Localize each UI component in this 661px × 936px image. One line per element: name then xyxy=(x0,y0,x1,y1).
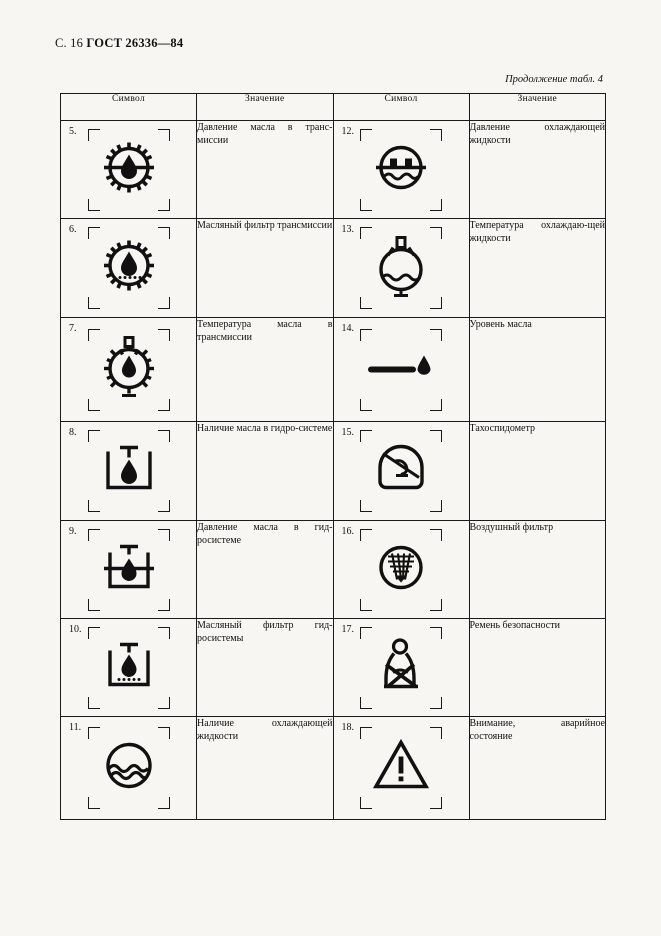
oil-level-icon xyxy=(366,347,436,392)
meaning-cell xyxy=(469,422,606,521)
table-row xyxy=(61,521,606,619)
symbol-cell xyxy=(61,219,197,318)
gear-oil-filter-icon xyxy=(98,235,160,302)
meaning-cell xyxy=(469,521,606,619)
symbol-cell xyxy=(333,521,469,619)
symbol-cell xyxy=(61,422,197,521)
meaning-text: Давление масла в транс-миссии xyxy=(197,122,333,146)
symbol-cell xyxy=(61,318,197,422)
symbol-cell xyxy=(333,619,469,717)
meaning-text: Масляный фильтр трансмиссии xyxy=(197,220,333,231)
symbol-cell xyxy=(333,121,469,219)
table-row xyxy=(61,121,606,219)
crop-marks xyxy=(360,129,442,211)
symbol-cell xyxy=(333,717,469,820)
crop-marks xyxy=(88,627,170,709)
crop-marks xyxy=(88,129,170,211)
column-header-meaning-right: Значение xyxy=(469,94,606,121)
symbol-cell xyxy=(61,717,197,820)
meaning-cell xyxy=(197,521,334,619)
symbol-cell xyxy=(61,121,197,219)
column-header-symbol-left: Символ xyxy=(61,94,197,121)
hydraulic-oil-filter-icon xyxy=(98,634,160,701)
coolant-presence-icon xyxy=(98,735,160,802)
column-header-symbol-right: Символ xyxy=(333,94,469,121)
coolant-temperature-icon xyxy=(370,232,432,305)
crop-marks xyxy=(360,627,442,709)
meaning-cell xyxy=(197,619,334,717)
crop-marks xyxy=(88,329,170,411)
meaning-cell xyxy=(197,717,334,820)
symbol-cell xyxy=(333,318,469,422)
table-body xyxy=(61,121,606,820)
crop-marks xyxy=(360,727,442,809)
page-number: С. 16 xyxy=(55,36,84,50)
crop-marks xyxy=(360,529,442,611)
gear-oil-pressure-icon xyxy=(98,136,160,203)
table-row xyxy=(61,619,606,717)
crop-marks xyxy=(88,227,170,309)
item-index: 11. xyxy=(69,722,82,733)
column-header-meaning-left: Значение xyxy=(197,94,334,121)
table-row xyxy=(61,422,606,521)
item-index: 12. xyxy=(341,126,354,137)
item-index: 9. xyxy=(69,526,77,537)
symbol-cell xyxy=(333,422,469,521)
hydraulic-oil-pressure-icon xyxy=(98,536,160,603)
meaning-cell xyxy=(197,121,334,219)
crop-marks xyxy=(88,727,170,809)
crop-marks xyxy=(360,329,442,411)
meaning-text: Давление охлаждающей жидкости xyxy=(469,122,605,146)
table-row xyxy=(61,219,606,318)
meaning-text: Наличие масла в гидро-системе xyxy=(197,423,333,434)
item-index: 18. xyxy=(341,722,354,733)
hydraulic-oil-presence-icon xyxy=(98,438,160,505)
tachospeedometer-icon xyxy=(370,438,432,505)
meaning-cell xyxy=(469,318,606,422)
table-header-row xyxy=(61,94,606,121)
table-continuation-note: Продолжение табл. 4 xyxy=(505,74,603,85)
meaning-text: Ремень безопасности xyxy=(469,620,560,631)
meaning-text: Воздушный фильтр xyxy=(469,522,554,533)
crop-marks xyxy=(360,430,442,512)
symbol-cell xyxy=(61,521,197,619)
meaning-cell xyxy=(469,619,606,717)
item-index: 6. xyxy=(69,224,77,235)
meaning-cell xyxy=(469,121,606,219)
coolant-pressure-icon xyxy=(370,136,432,203)
meaning-cell xyxy=(197,318,334,422)
item-index: 7. xyxy=(69,323,77,334)
meaning-text: Температура масла в трансмиссии xyxy=(197,319,333,343)
meaning-cell xyxy=(469,219,606,318)
table-row xyxy=(61,318,606,422)
warning-triangle-icon xyxy=(370,737,432,800)
standard-designation: ГОСТ 26336—84 xyxy=(86,36,184,50)
gear-oil-temperature-icon xyxy=(98,332,160,407)
item-index: 16. xyxy=(341,526,354,537)
item-index: 14. xyxy=(341,323,354,334)
crop-marks xyxy=(360,227,442,309)
meaning-cell xyxy=(197,422,334,521)
meaning-text: Масляный фильтр гид-росистемы xyxy=(197,620,333,644)
symbols-table xyxy=(60,93,606,820)
item-index: 10. xyxy=(69,624,82,635)
meaning-text: Внимание, аварийное состояние xyxy=(469,718,605,742)
meaning-text: Наличие охлаждающей жидкости xyxy=(197,718,333,742)
table-row xyxy=(61,717,606,820)
seat-belt-icon xyxy=(370,634,432,701)
meaning-cell xyxy=(197,219,334,318)
meaning-cell xyxy=(469,717,606,820)
item-index: 5. xyxy=(69,126,77,137)
symbol-cell xyxy=(333,219,469,318)
item-index: 17. xyxy=(341,624,354,635)
item-index: 15. xyxy=(341,427,354,438)
meaning-text: Тахоспидометр xyxy=(469,423,535,434)
item-index: 8. xyxy=(69,427,77,438)
air-filter-icon xyxy=(370,536,432,603)
meaning-text: Уровень масла xyxy=(469,319,532,330)
crop-marks xyxy=(88,529,170,611)
meaning-text: Давление масла в гид-росистеме xyxy=(197,522,333,546)
table-head xyxy=(61,94,606,121)
page-header xyxy=(55,36,183,51)
item-index: 13. xyxy=(341,224,354,235)
crop-marks xyxy=(88,430,170,512)
symbol-cell xyxy=(61,619,197,717)
meaning-text: Температура охлаждаю-щей жидкости xyxy=(469,220,605,244)
